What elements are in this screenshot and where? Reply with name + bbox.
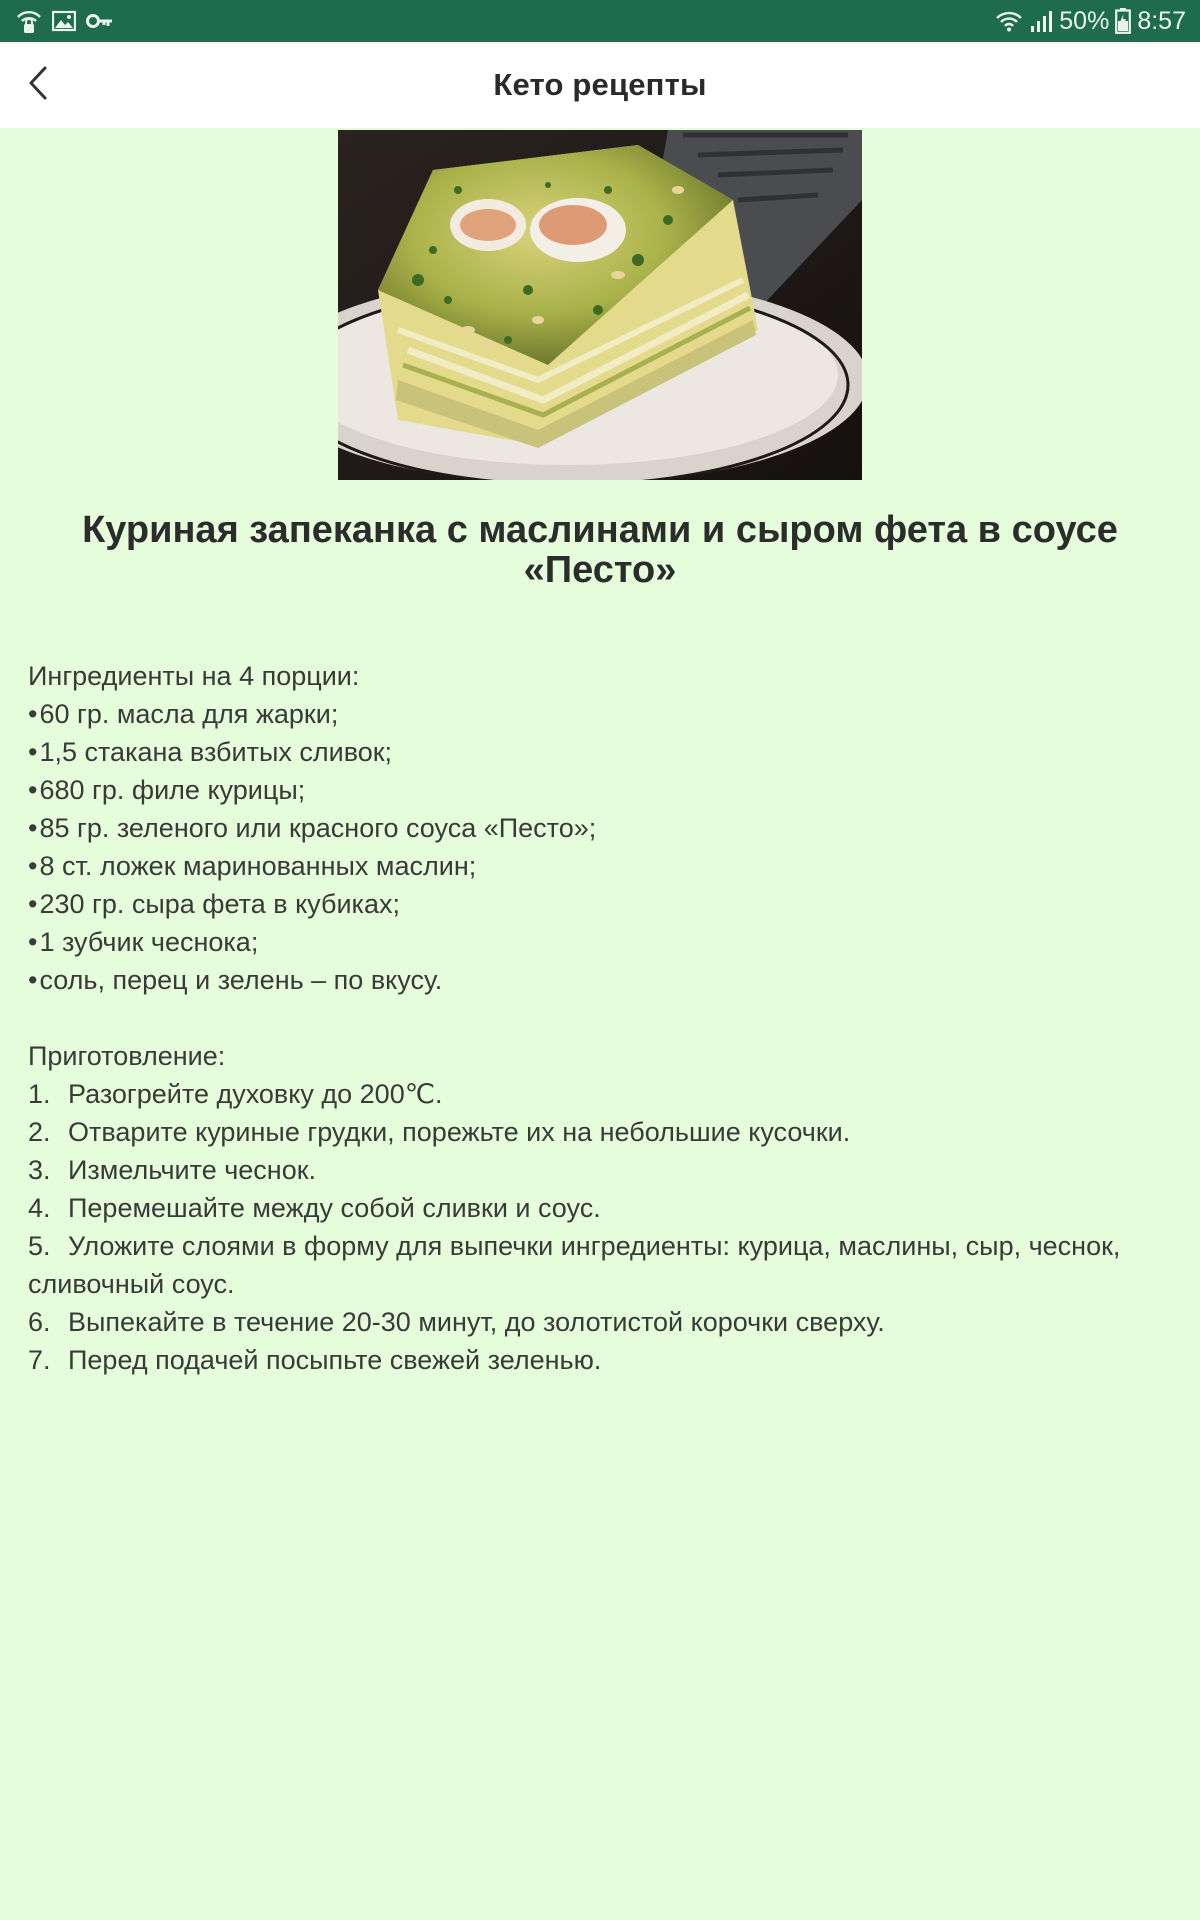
ingredient-item: •60 гр. масла для жарки;	[28, 699, 339, 729]
recipe-photo	[338, 130, 862, 480]
clock: 8:57	[1137, 6, 1186, 35]
ingredient-item: •1 зубчик чеснока;	[28, 927, 259, 957]
step-item: 2. Отварите куриные грудки, порежьте их на небольшие кусочки.	[28, 1117, 851, 1147]
wifi-icon	[995, 10, 1023, 32]
ingredient-item: •85 гр. зеленого или красного соуса «Песто»;	[28, 813, 597, 843]
battery-percent: 50%	[1059, 6, 1110, 35]
ingredient-item: •соль, перец и зелень – по вкусу.	[28, 965, 443, 995]
recipe-title: Куриная запеканка с маслинами и сыром фета в соусе «Песто»	[82, 509, 1118, 591]
ingredients-list	[28, 695, 1178, 999]
back-button[interactable]	[18, 65, 58, 105]
status-icons-left	[16, 8, 114, 34]
image-icon	[52, 10, 76, 32]
wifi-lock-icon	[16, 8, 42, 34]
section-spacer	[28, 999, 1178, 1037]
status-bar	[0, 0, 1200, 42]
ingredient-item: •8 ст. ложек маринованных маслин;	[28, 851, 477, 881]
ingredients-heading: Ингредиенты на 4 порции:	[28, 661, 360, 691]
steps-heading: Приготовление:	[28, 1041, 226, 1071]
step-item: 7. Перед подачей посыпьте свежей зеленью.	[28, 1345, 602, 1375]
step-item: 1. Разогрейте духовку до 200℃.	[28, 1079, 443, 1109]
step-item: 5. Уложите слоями в форму для выпечки ингредиенты: курица, маслины, сыр, чеснок, сливочный соус.	[28, 1231, 1121, 1299]
step-item: 3. Измельчите чеснок.	[28, 1155, 317, 1185]
chevron-left-icon	[27, 65, 49, 106]
ingredient-item: •1,5 стакана взбитых сливок;	[28, 737, 393, 767]
step-item: 4. Перемешайте между собой сливки и соус.	[28, 1193, 601, 1223]
signal-icon	[1029, 9, 1053, 33]
key-icon	[86, 11, 114, 31]
app-title: Кето рецепты	[493, 67, 707, 102]
app-bar	[0, 42, 1200, 128]
recipe-content	[28, 657, 1178, 1379]
step-item: 6. Выпекайте в течение 20-30 минут, до золотистой корочки сверху.	[28, 1307, 885, 1337]
ingredient-item: •680 гр. филе курицы;	[28, 775, 306, 805]
battery-icon	[1115, 8, 1131, 34]
status-icons-right	[995, 7, 1186, 36]
ingredient-item: •230 гр. сыра фета в кубиках;	[28, 889, 400, 919]
steps-list	[28, 1075, 1178, 1379]
